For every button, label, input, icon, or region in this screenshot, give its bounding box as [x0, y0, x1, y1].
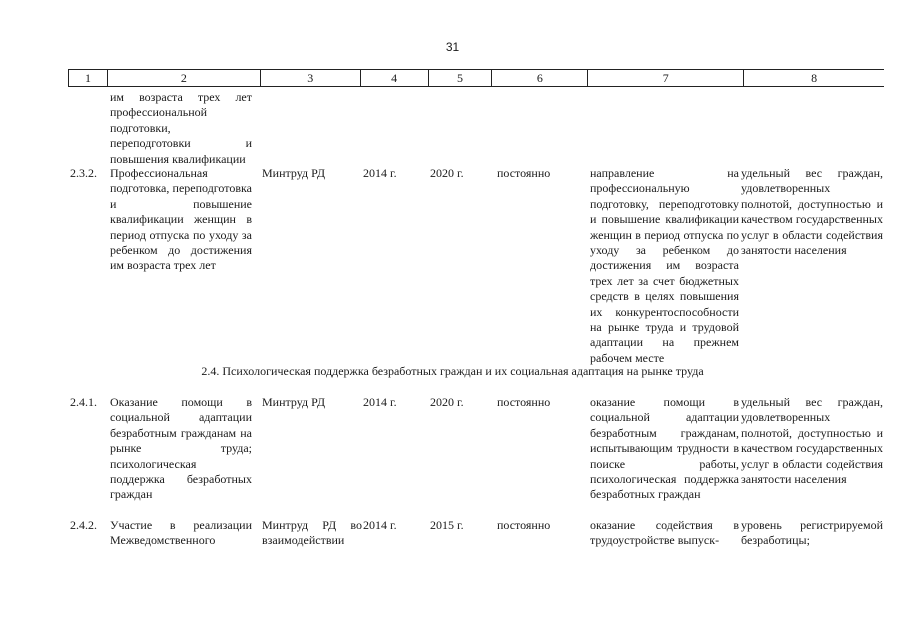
row-2-4-2-start: 2014 г. [363, 518, 397, 532]
row-continuation-name: им возраста трех лет профессиональной подготовки, переподготовки и повышения квалификации [110, 90, 252, 166]
row-2-4-1-executor: Минтруд РД [262, 395, 326, 409]
section-heading: 2.4. Психологическая поддержка безработных граждан и их социальная адаптация на рынке труда [201, 364, 704, 378]
row-2-3-2-start: 2014 г. [363, 166, 397, 180]
column-header-6: 6 [492, 70, 588, 86]
row-2-3-2-action: направление на профессиональную подготовку, переподготовку и повышение квалификации женщин в период отпуска по уходу за ребенком до достижения им возраста трех лет за счет бюджетных средств в целях повышения их конкурентоспособности на рынке труда и трудовой адаптации на прежнем рабочем месте [590, 166, 739, 365]
row-2-4-2-executor: Минтруд РД во взаимодействии [262, 518, 362, 548]
row-2-4-1-indicator: удельный вес граждан, удовлетворенных полнотой, доступностью и качеством государственных услуг в области содействия занятости населения [741, 395, 883, 487]
row-2-4-1-end: 2020 г. [430, 395, 464, 409]
row-2-4-1-action: оказание помощи в социальной адаптации безработным гражданам, испытывающим трудности в поиске работы, психологическая поддержка безработных граждан [590, 395, 739, 502]
row-2-4-2-term: постоянно [497, 518, 551, 532]
row-2-4-1-term: постоянно [497, 395, 551, 409]
row-2-4-2-indicator: уровень регистрируемой безработицы; [741, 518, 883, 548]
row-2-3-2-name: Профессиональная подготовка, переподготовка и повышение квалификации женщин в период отпуска по уходу за ребенком до достижения им возраста трех лет [110, 166, 252, 273]
page-number: 31 [445, 40, 460, 54]
row-2-3-2-executor: Минтруд РД [262, 166, 326, 180]
row-2-4-2-end: 2015 г. [430, 518, 464, 532]
row-2-3-2-term: постоянно [497, 166, 551, 180]
column-header-5: 5 [429, 70, 493, 86]
table-header-row [68, 69, 884, 87]
row-2-4-1-number: 2.4.1. [70, 395, 97, 409]
row-2-4-1-start: 2014 г. [363, 395, 397, 409]
row-2-3-2-number: 2.3.2. [70, 166, 97, 180]
row-2-3-2-end: 2020 г. [430, 166, 464, 180]
row-2-4-2-number: 2.4.2. [70, 518, 97, 532]
row-2-3-2-indicator: удельный вес граждан, удовлетворенных полнотой, доступностью и качеством государственных услуг в области содействия занятости населения [741, 166, 883, 258]
column-header-7: 7 [588, 70, 744, 86]
row-2-4-2-action: оказание содействия в трудоустройстве выпуск- [590, 518, 739, 548]
column-header-1: 1 [69, 70, 108, 86]
column-header-2: 2 [108, 70, 261, 86]
column-header-3: 3 [261, 70, 361, 86]
row-2-4-1-name: Оказание помощи в социальной адаптации безработным гражданам на рынке труда; психологическая поддержка безработных граждан [110, 395, 252, 502]
column-header-8: 8 [811, 71, 818, 85]
row-2-4-2-name: Участие в реализации Межведомственного [110, 518, 252, 548]
column-header-4: 4 [361, 70, 429, 86]
